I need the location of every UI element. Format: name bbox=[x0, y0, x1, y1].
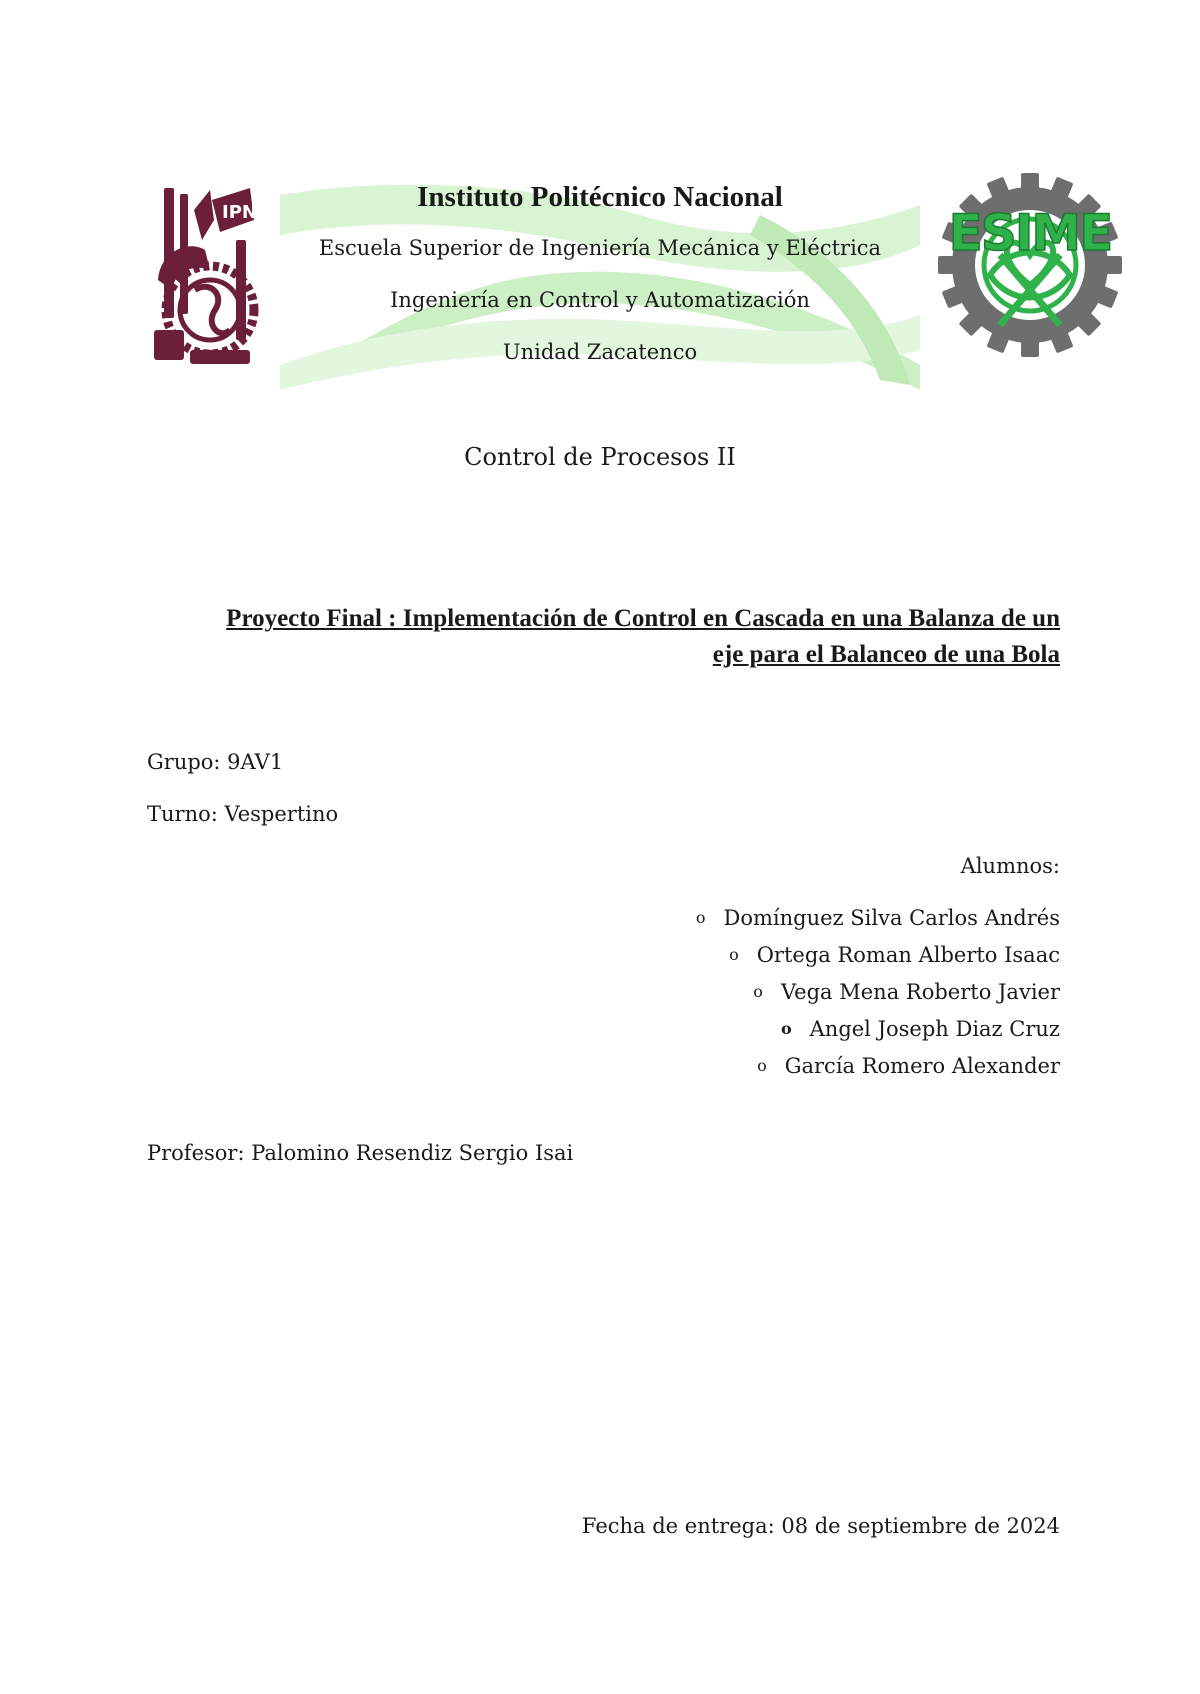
list-item bbox=[460, 1052, 1060, 1089]
list-item bbox=[460, 978, 1060, 1015]
student-name: Ortega Roman Alberto Isaac bbox=[756, 943, 1060, 967]
student-name: García Romero Alexander bbox=[784, 1054, 1060, 1078]
student-name: Domínguez Silva Carlos Andrés bbox=[723, 906, 1060, 930]
ipn-logo-text: IPN bbox=[222, 202, 257, 223]
esime-logo-text: ESIME bbox=[948, 204, 1112, 262]
bullet-icon: o bbox=[753, 982, 763, 1001]
project-title-line-2: eje para el Balanceo de una Bola bbox=[712, 641, 1060, 668]
bullet-icon: o bbox=[757, 1056, 767, 1075]
list-item bbox=[460, 904, 1060, 941]
unit-name: Unidad Zacatenco bbox=[502, 340, 698, 364]
list-item bbox=[460, 1015, 1060, 1052]
header bbox=[140, 160, 1130, 390]
list-item bbox=[460, 941, 1060, 978]
students-list bbox=[460, 904, 1060, 1089]
bullet-icon: o bbox=[695, 908, 706, 927]
course-title: Control de Procesos II bbox=[464, 443, 736, 471]
header-text bbox=[290, 180, 910, 390]
professor-line: Profesor: Palomino Resendiz Sergio Isai bbox=[147, 1141, 574, 1165]
bullet-icon: o bbox=[729, 945, 739, 964]
esime-logo-icon bbox=[930, 170, 1130, 360]
student-name: Angel Joseph Diaz Cruz bbox=[809, 1017, 1060, 1041]
group-line: Grupo: 9AV1 bbox=[147, 750, 284, 774]
school-name: Escuela Superior de Ingeniería Mecánica y Eléctrica bbox=[318, 236, 882, 260]
project-title-line-1: Proyecto Final : Implementación de Control en Cascada en una Balanza de un bbox=[226, 605, 1060, 632]
institute-name: Instituto Politécnico Nacional bbox=[417, 181, 783, 213]
bullet-icon: o bbox=[780, 1019, 792, 1038]
career-name: Ingeniería en Control y Automatización bbox=[390, 288, 810, 312]
students-label: Alumnos: bbox=[960, 854, 1060, 878]
ipn-logo-icon bbox=[150, 180, 260, 370]
project-title bbox=[150, 601, 1060, 673]
shift-line: Turno: Vespertino bbox=[147, 802, 339, 826]
due-date: Fecha de entrega: 08 de septiembre de 2024 bbox=[581, 1514, 1060, 1538]
student-name: Vega Mena Roberto Javier bbox=[780, 980, 1060, 1004]
